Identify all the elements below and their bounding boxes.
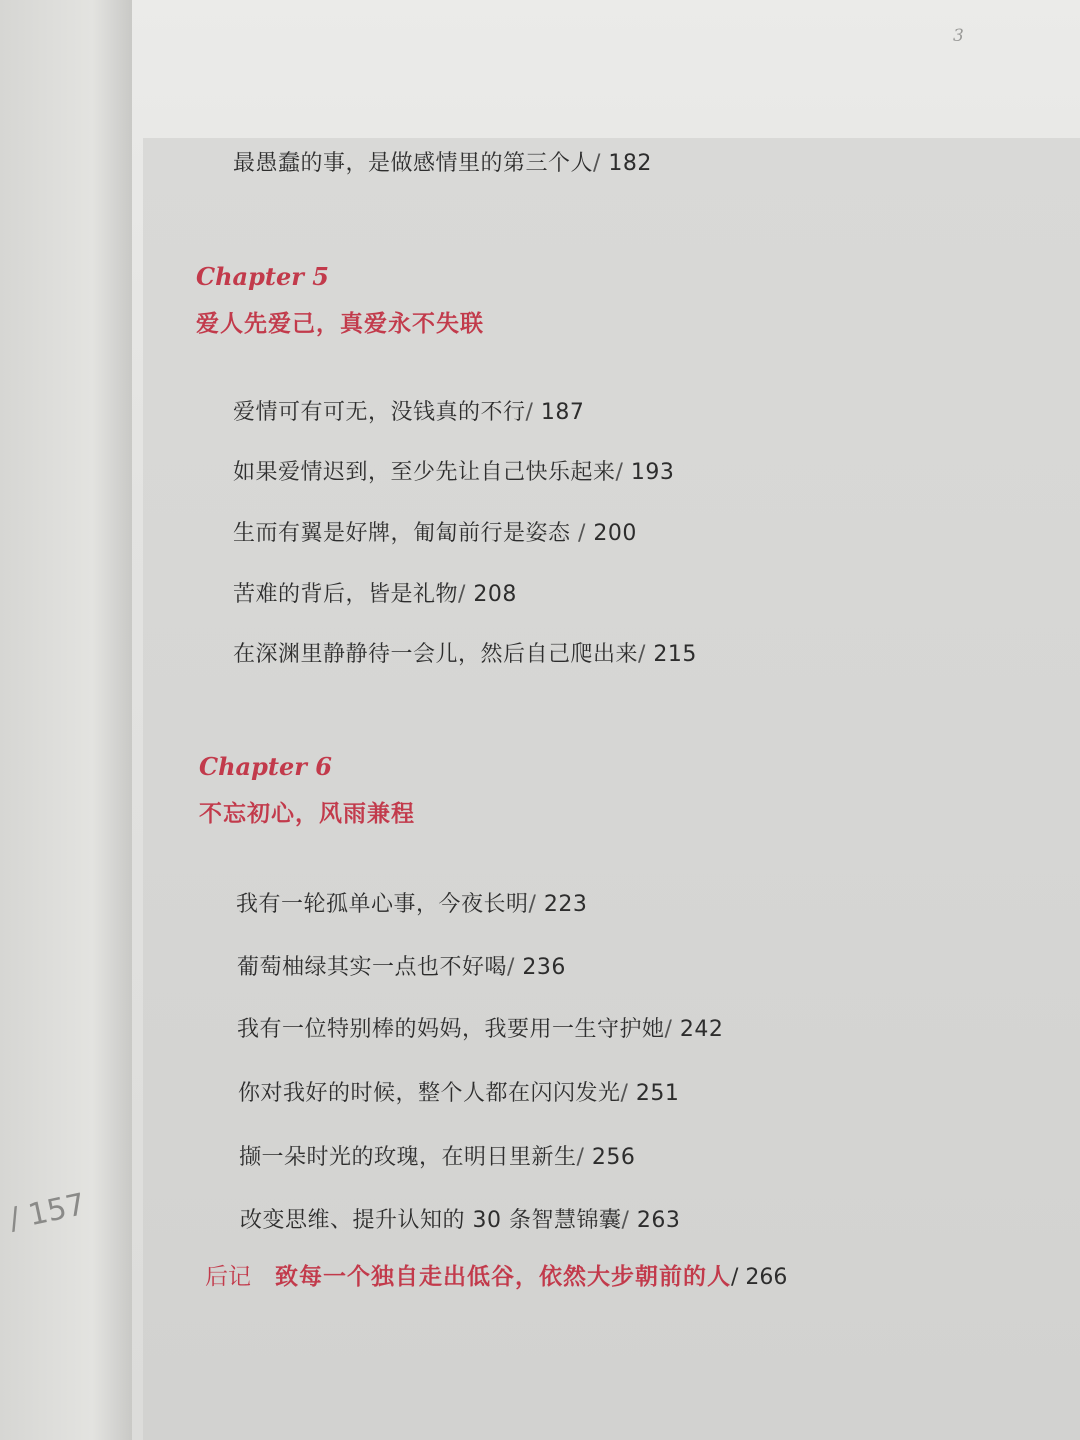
toc-separator: / — [528, 892, 544, 917]
toc-entry-title: 我有一位特别棒的妈妈，我要用一生守护她 — [237, 1017, 665, 1042]
toc-entry-title: 你对我好的时候，整个人都在闪闪发光 — [238, 1081, 621, 1106]
toc-entry-title: 生而有翼是好牌，匍匐前行是姿态 — [233, 521, 578, 546]
toc-separator: / — [638, 642, 654, 667]
chapter-5-title: 爱人先爱己，真爱永不失联 — [196, 310, 484, 337]
toc-entry-page: 223 — [543, 892, 588, 917]
toc-entry-title: 改变思维、提升认知的 30 条智慧锦囊 — [240, 1208, 622, 1233]
toc-entry-title: 我有一轮孤单心事，今夜长明 — [236, 892, 529, 917]
toc-entry-page: 236 — [522, 955, 566, 980]
toc-entry-page: 200 — [593, 521, 637, 546]
toc-entry — [239, 1140, 635, 1171]
afterword-title: 致每一个独自走出低谷，依然大步朝前的人 — [275, 1263, 731, 1290]
toc-entry — [237, 1012, 723, 1043]
toc-entry — [233, 146, 652, 177]
toc-entry-page: 215 — [653, 642, 697, 667]
page-number: 3 — [953, 26, 964, 46]
toc-entry — [233, 577, 517, 608]
toc-separator: / — [593, 151, 609, 176]
toc-separator: / — [578, 521, 594, 546]
toc-separator: / — [507, 955, 523, 980]
toc-separator: / — [576, 1145, 592, 1170]
toc-entry-title: 撷一朵时光的玫瑰，在明日里新生 — [239, 1145, 577, 1170]
toc-entry-page: 182 — [608, 151, 652, 176]
toc-entry — [233, 637, 697, 668]
toc-entry-page: 208 — [473, 582, 517, 607]
toc-separator: / — [664, 1017, 680, 1042]
chapter-6-label: Chapter 6 — [199, 752, 332, 781]
toc-entry-page: 256 — [591, 1145, 636, 1170]
afterword-entry — [205, 1258, 787, 1291]
toc-entry — [233, 455, 674, 486]
toc-entry-page: 263 — [636, 1208, 681, 1233]
toc-entry-page: 251 — [635, 1081, 680, 1106]
left-page-edge — [0, 0, 132, 1440]
toc-entry — [240, 1203, 680, 1234]
toc-entry — [238, 1076, 679, 1107]
toc-entry — [233, 395, 584, 426]
toc-entry-title: 爱情可有可无，没钱真的不行 — [233, 400, 526, 425]
toc-separator: / — [620, 1081, 636, 1106]
toc-entry-page: 187 — [540, 400, 585, 425]
toc-entry — [236, 887, 587, 918]
toc-entry — [233, 516, 637, 547]
toc-entry-title: 葡萄柚绿其实一点也不好喝 — [237, 955, 508, 980]
toc-entry — [237, 950, 566, 981]
toc-separator: / — [458, 582, 474, 607]
afterword-label: 后记 — [205, 1264, 251, 1290]
toc-entry-title: 如果爱情迟到，至少先让自己快乐起来 — [233, 460, 616, 485]
toc-separator: / — [615, 460, 631, 485]
toc-separator: / — [621, 1208, 637, 1233]
left-page-number: / 157 — [6, 1187, 89, 1238]
toc-entry-page: 242 — [679, 1017, 724, 1042]
toc-separator: / — [731, 1265, 746, 1290]
toc-entry-page: 193 — [630, 460, 675, 485]
toc-separator: / — [525, 400, 541, 425]
toc-entry-title: 在深渊里静静待一会儿，然后自己爬出来 — [233, 642, 639, 667]
chapter-6-title: 不忘初心，风雨兼程 — [199, 800, 415, 827]
toc-entry-title: 最愚蠢的事，是做感情里的第三个人 — [233, 151, 594, 176]
chapter-5-label: Chapter 5 — [196, 262, 329, 291]
toc-entry-title: 苦难的背后，皆是礼物 — [233, 582, 459, 607]
afterword-page: 266 — [745, 1265, 788, 1290]
